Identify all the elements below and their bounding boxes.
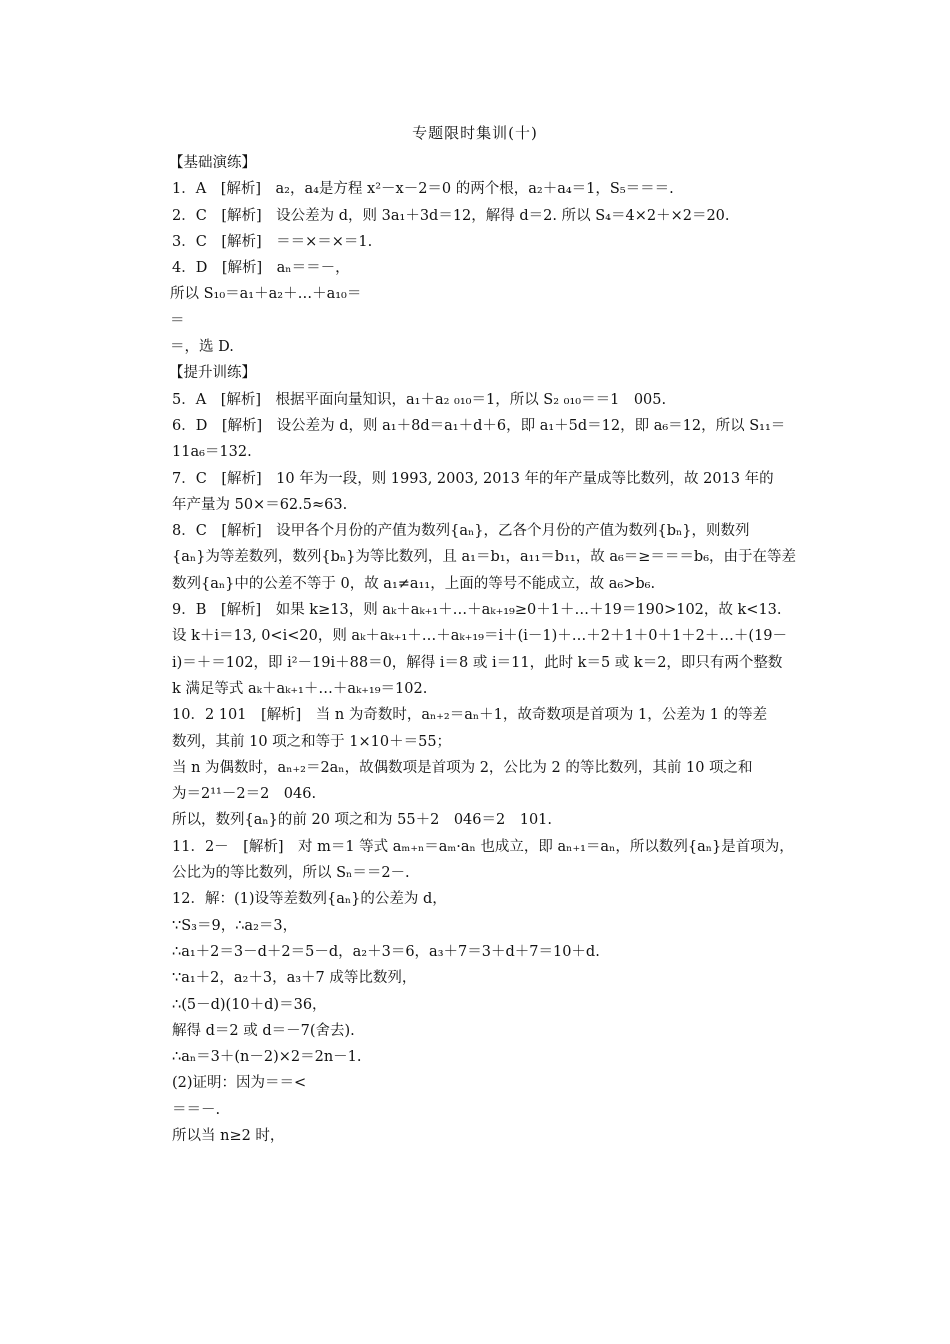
text-line: ＝ [170, 312, 185, 329]
text-line: 所以当 n≥2 时， [172, 1127, 285, 1144]
text-line: {aₙ}为等差数列，数列{bₙ}为等比数列，且 a₁＝b₁，a₁₁＝b₁₁，故 a₆＝≥＝＝＝b₆，由于在等差 [172, 549, 797, 566]
text-line: 解得 d＝2 或 d＝－7(舍去). [172, 1022, 355, 1039]
answer-line: 11．2－ [解析] 对 m＝1 等式 aₘ₊ₙ＝aₘ·aₙ 也成立，即 aₙ₊₁＝aₙ，所以数列{aₙ}是首项为， [172, 838, 794, 855]
answer-line: 3．C [解析] ＝＝×＝×＝1. [172, 233, 373, 250]
text-line: 公比为的等比数列，所以 Sₙ＝＝2－. [172, 865, 410, 882]
text-line: ＝＝－. [172, 1101, 221, 1118]
answer-line: 2．C [解析] 设公差为 d，则 3a₁＋3d＝12，解得 d＝2. 所以 S₄＝4×2＋×2＝20. [172, 207, 730, 224]
answer-line: 7．C [解析] 10 年为一段，则 1993, 2003, 2013 年的年产量成等比数列，故 2013 年的 [172, 470, 774, 487]
text-line: k 满足等式 aₖ＋aₖ₊₁＋…＋aₖ₊₁₉＝102. [172, 680, 428, 697]
text-line: ＝，选 D. [170, 339, 234, 356]
text-line: ∴aₙ＝3＋(n－2)×2＝2n－1. [172, 1049, 362, 1066]
answer-line: 1．A [解析] a₂，a₄是方程 x²－x－2＝0 的两个根，a₂＋a₄＝1，S₅＝＝＝. [172, 181, 674, 198]
text-line: ∵S₃＝9，∴a₂＝3， [172, 917, 298, 934]
answer-line: 12．解：(1)设等差数列{aₙ}的公差为 d， [172, 891, 447, 908]
answer-line: 9．B [解析] 如果 k≥13，则 aₖ＋aₖ₊₁＋…＋aₖ₊₁₉≥0＋1＋…＋19＝190>102，故 k<13. [172, 602, 782, 619]
text-line: (2)证明：因为＝＝< [172, 1075, 307, 1092]
text-line: 设 k＋i＝13, 0<i<20，则 aₖ＋aₖ₊₁＋…＋aₖ₊₁₉＝i＋(i－1)＋…＋2＋1＋0＋1＋2＋…＋(19－ [172, 628, 788, 645]
text-line: i)＝＋＝102，即 i²－19i＋88＝0，解得 i＝8 或 i＝11，此时 k＝5 或 k＝2，即只有两个整数 [172, 654, 783, 671]
answer-line: 4．D [解析] aₙ＝＝－， [172, 260, 350, 277]
text-line: 所以 S₁₀＝a₁＋a₂＋…＋a₁₀＝ [170, 286, 362, 303]
text-line: ∵a₁＋2，a₂＋3，a₃＋7 成等比数列， [172, 970, 417, 987]
answer-line: 5．A [解析] 根据平面向量知识，a₁＋a₂ ₀₁₀＝1，所以 S₂ ₀₁₀＝＝1 005. [172, 391, 667, 408]
text-line: 数列{aₙ}中的公差不等于 0，故 a₁≠a₁₁，上面的等号不能成立，故 a₆>b₆. [172, 575, 656, 592]
section-header: 【提升训练】 [169, 365, 256, 382]
text-line: 为＝2¹¹－2＝2 046. [172, 786, 317, 803]
text-line: 数列，其前 10 项之和等于 1×10＋＝55； [172, 733, 452, 750]
text-line: 年产量为 50×＝62.5≈63. [172, 496, 348, 513]
document-body [169, 150, 822, 1149]
text-line: 11a₆＝132. [172, 444, 252, 461]
answer-line: 10．2 101 [解析] 当 n 为奇数时，aₙ₊₂＝aₙ＋1，故奇数项是首项为 1，公差为 1 的等差 [172, 707, 768, 724]
text-line: ∴(5－d)(10＋d)＝36， [172, 996, 327, 1013]
text-line: 当 n 为偶数时，aₙ₊₂＝2aₙ，故偶数项是首项为 2，公比为 2 的等比数列，其前 10 项之和 [172, 759, 753, 776]
text-line: ∴a₁＋2＝3－d＋2＝5－d，a₂＋3＝6，a₃＋7＝3＋d＋7＝10＋d. [172, 943, 600, 960]
page-title: 专题限时集训(十) [412, 124, 538, 142]
answer-line: 6．D [解析] 设公差为 d，则 a₁＋8d＝a₁＋d＋6，即 a₁＋5d＝12，即 a₆＝12，所以 S₁₁＝ [172, 417, 786, 434]
answer-line: 8．C [解析] 设甲各个月份的产值为数列{aₙ}，乙各个月份的产值为数列{bₙ}，则数列 [172, 523, 750, 540]
text-line: 所以，数列{aₙ}的前 20 项之和为 55＋2 046＝2 101. [172, 812, 553, 829]
section-header: 【基础演练】 [169, 155, 256, 171]
